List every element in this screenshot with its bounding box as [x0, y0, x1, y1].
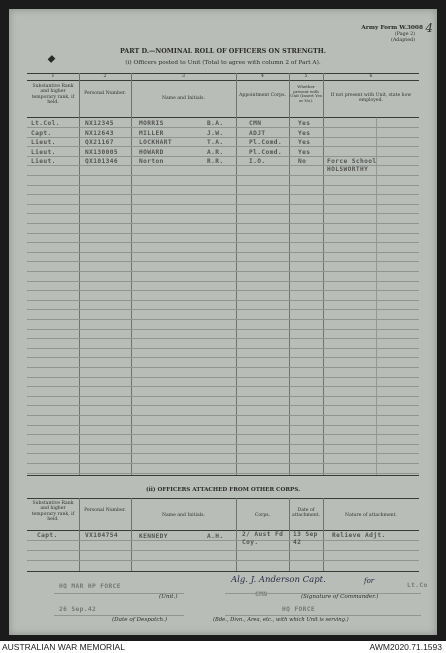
- row-initials: B.A.: [207, 120, 224, 127]
- row-personal-number: NX130005: [85, 148, 119, 156]
- caption-left: AUSTRALIAN WAR MEMORIAL: [2, 642, 125, 652]
- bde-label: (Bde., Divn., Area, etc., with which Unit is serving.): [213, 617, 349, 623]
- ruled-line: [27, 146, 419, 147]
- date-typed: 26 Sep.42: [59, 606, 97, 613]
- ruled-line: [27, 338, 419, 339]
- att-row-rank: Capt.: [37, 532, 58, 539]
- header-employment: If not present with Unit, state how employed.: [330, 93, 412, 104]
- att-row-name: KENNEDY: [139, 533, 168, 540]
- col-number-1: 1: [51, 74, 55, 79]
- col-number-3: 3: [182, 74, 185, 79]
- att-row-nature: Relieve Adjt.: [332, 532, 386, 539]
- handwritten-page-number: 4: [425, 21, 433, 35]
- col-number-2: 2: [103, 74, 107, 79]
- row-rank: Lieut.: [31, 148, 56, 156]
- ruled-line: [27, 357, 419, 358]
- row-appointment: Pl.Comd.: [249, 139, 283, 147]
- header-present: Whether present with Unit (Insert Yes or No).: [290, 84, 322, 103]
- att-header-corps: Corps.: [254, 513, 271, 518]
- ruled-line: [27, 329, 419, 330]
- row-name: MILLER: [139, 129, 164, 137]
- col-number-6: 6: [369, 74, 373, 79]
- row-personal-number: NX12345: [85, 120, 114, 127]
- ruled-line: [27, 473, 419, 474]
- commander-signature: Alg. J. Anderson Capt.: [231, 575, 326, 585]
- ruled-line: [27, 185, 419, 186]
- ruled-line: [27, 261, 419, 262]
- row-name: LOCKHART: [139, 139, 173, 147]
- header-personal-number: Personal Number.: [84, 91, 126, 96]
- ruled-line: [27, 156, 419, 157]
- row-name: HOWARD: [139, 148, 164, 156]
- signature-label: (Signature of Commander.): [301, 594, 379, 600]
- att-header-rank: Substantive Rank and higher temporary rank, if held.: [31, 501, 75, 523]
- att-row-initials: A.H.: [207, 533, 224, 540]
- row-personal-number: QX21167: [85, 139, 114, 147]
- header-appointment-corps: Appointment Corps.: [239, 93, 286, 98]
- row-employment: Force School HOLSWORTHY: [327, 158, 377, 174]
- row-present: No: [298, 158, 307, 166]
- ruled-line: [27, 415, 419, 416]
- unit-label: (Unit.): [159, 594, 178, 600]
- ruled-line: [27, 309, 419, 310]
- col-number-5: 5: [304, 74, 308, 79]
- ruled-line: [27, 175, 419, 176]
- ruled-line: [27, 463, 419, 464]
- ruled-line: [27, 242, 419, 243]
- ruled-line: [27, 194, 419, 195]
- row-appointment: I.O.: [249, 158, 266, 166]
- ruled-line: [27, 223, 419, 224]
- ruled-line: [27, 252, 419, 253]
- ruled-line: [27, 137, 419, 138]
- caption-right: AWM2020.71.1593: [369, 642, 442, 652]
- part-title: PART D.—NOMINAL ROLL OF OFFICERS ON STRENGTH.: [119, 47, 327, 55]
- ruled-line: [27, 319, 419, 320]
- row-present: Yes: [298, 148, 311, 156]
- ruled-line: [27, 300, 419, 301]
- att-header-name: Name and Initials.: [162, 513, 205, 518]
- ruled-line: [27, 453, 419, 454]
- signature-rank-typed: Lt.Co: [407, 582, 428, 589]
- row-initials: R.R.: [207, 158, 224, 166]
- col-number-4: 4: [261, 74, 264, 79]
- row-name: MORRIS: [139, 120, 164, 127]
- row-appointment: Pl.Comd.: [249, 148, 283, 156]
- row-name: Norton: [139, 158, 164, 166]
- ruled-line: [27, 271, 419, 272]
- row-appointment: CMN: [249, 120, 262, 127]
- signature-for: for: [364, 577, 375, 585]
- att-header-date: Date of attachment.: [291, 508, 321, 519]
- header-name: Name and Initials.: [162, 96, 205, 101]
- ruled-line: [27, 444, 419, 445]
- unit-typed: HQ MAR HP FORCE: [59, 583, 121, 590]
- date-label: (Date of Despatch.): [112, 617, 168, 623]
- row-initials: J.W.: [207, 129, 224, 137]
- ruled-line: [27, 213, 419, 214]
- ruled-line: [27, 386, 419, 387]
- section-ii-title: (ii) OFFICERS ATTACHED FROM OTHER CORPS.: [145, 487, 301, 493]
- row-rank: Lieut.: [31, 139, 56, 147]
- header-rank: Substantive Rank and higher temporary rank, if held.: [31, 84, 75, 106]
- row-present: Yes: [298, 129, 311, 137]
- row-initials: T.A.: [207, 139, 224, 147]
- att-row-personal-number: VX104754: [85, 532, 119, 539]
- ruled-line: [27, 281, 419, 282]
- adapted-label: (Adapted): [390, 38, 415, 43]
- att-row-date: 13 Sep 42: [293, 531, 318, 546]
- form-title: Army Form W.3008: [361, 25, 423, 31]
- row-rank: Capt.: [31, 129, 52, 137]
- ruled-line: [27, 290, 419, 291]
- row-rank: Lt.Col.: [31, 120, 60, 127]
- bde-typed: HQ FORCE: [282, 606, 316, 613]
- ruled-line: [27, 204, 419, 205]
- ruled-line: [27, 233, 419, 234]
- ruled-line: [27, 425, 419, 426]
- att-row-corps: 2/ Aust Fd Coy.: [242, 531, 284, 546]
- att-header-nature: Nature of attachment.: [345, 513, 397, 518]
- row-appointment: ADJT: [249, 129, 266, 137]
- att-header-personal-number: Personal Number.: [84, 508, 126, 513]
- ruled-line: [27, 434, 419, 435]
- page-label: (Page 2): [394, 32, 415, 37]
- ruled-line: [27, 127, 419, 128]
- row-present: Yes: [298, 120, 311, 127]
- ruled-line: [27, 367, 419, 368]
- ruled-line: [27, 377, 419, 378]
- archive-caption: [0, 641, 446, 653]
- ruled-line: [27, 405, 419, 406]
- ruled-line: [27, 396, 419, 397]
- section-i-title: (i) Officers posted to Unit (Total to agree with column 2 of Part A).: [125, 60, 321, 66]
- row-present: Yes: [298, 139, 311, 147]
- ruled-line: [27, 348, 419, 349]
- document-page: [9, 9, 437, 635]
- row-personal-number: QX101346: [85, 158, 119, 166]
- commander-typed: CMN: [255, 591, 268, 598]
- row-personal-number: NX12643: [85, 129, 114, 137]
- row-initials: A.R.: [207, 148, 224, 156]
- row-rank: Lieut.: [31, 158, 56, 166]
